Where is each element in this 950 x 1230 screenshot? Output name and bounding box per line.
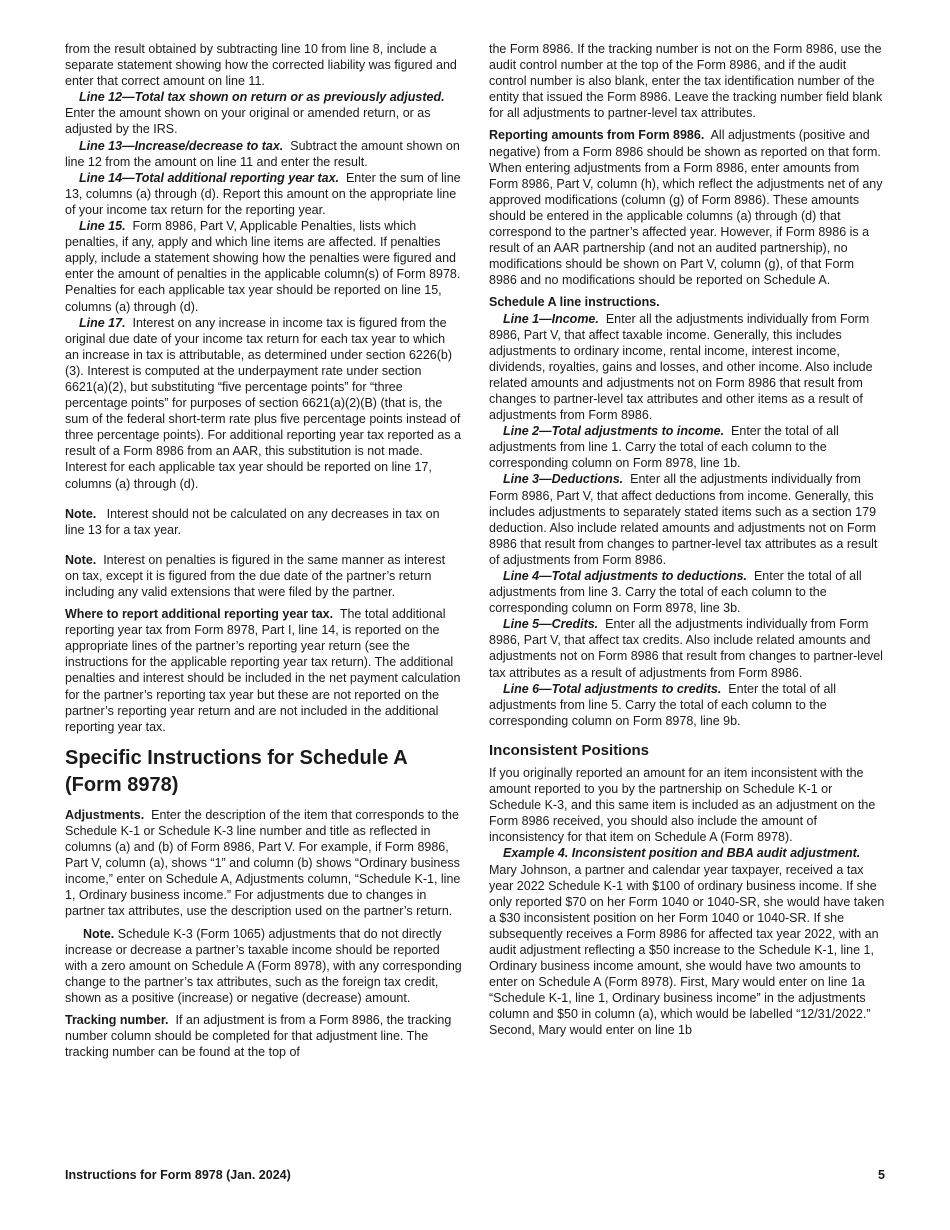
schedule-a-line-1 (489, 311, 885, 424)
line-1-text: Enter all the adjustments individually from Form 8986, Part V, that affect taxable income. Generally, this includes adjustments to ordinary income, rental income, interest income, dividends, royalties, gains and losses, and other income. Also include related amounts and adjustments not on Form 8986 that result from changes to partner-level tax attributes and other items as a result of adjustments from Form 8986. (489, 311, 873, 423)
schedule-a-line-instructions-heading: Schedule A line instructions. (489, 295, 660, 310)
example-4-paragraph (489, 845, 885, 1038)
line-17-instruction (65, 315, 462, 492)
inconsistent-positions-heading: Inconsistent Positions (489, 741, 650, 759)
note-label: Note. (83, 926, 115, 941)
paragraph-continued: the Form 8986. If the tracking number is not on the Form 8986, use the audit control number at the top of the Form 8986, and if the audit control number is also blank, enter the tax identification number of the entity that issued the Form 8986. Leave the tracking number field blank for all adjustments to partner-level tax attributes. (489, 42, 883, 121)
line-15-instruction (65, 218, 462, 315)
line-15-text: Form 8986, Part V, Applicable Penalties, lists which penalties, if any, apply and which line items are affected. If penalties apply, include a statement showing how the penalties were figured and enter the amount of penalties in the applicable column(s) of Form 8978. Penalties for each applicable tax year should be reported on line 15, columns (a) through (d). (65, 219, 461, 314)
left-column (65, 41, 462, 1060)
tracking-number-paragraph (65, 1012, 462, 1060)
schedule-a-line-2 (489, 423, 885, 471)
line-13-text: Subtract the amount shown on line 12 from the amount on line 11 and enter the result. (65, 138, 460, 169)
line-12-instruction (65, 89, 462, 137)
note-label: Note. (65, 552, 97, 567)
note-text: Schedule K-3 (Form 1065) adjustments that do not directly increase or decrease a partner’s taxable income should be reported with a zero amount on Schedule A (Form 8978), with any corresponding change to the partner’s tax attributes, such as the foreign tax credit, shown as a positive (increase) or negative (decrease) amount. (65, 926, 462, 1005)
line-14-heading: Line 14—Total additional reporting year tax. (79, 170, 340, 185)
line-4-heading: Line 4—Total adjustments to deductions. (503, 569, 748, 583)
line-14-text: Enter the sum of line 13, columns (a) through (d). Report this amount on the appropriate line of your income tax return for the reporting year. (65, 170, 461, 217)
reporting-amounts-heading: Reporting amounts from Form 8986. (489, 128, 705, 143)
line-5-heading: Line 5—Credits. (503, 617, 599, 632)
where-to-report-text: The total additional reporting year tax from Form 8978, Part I, line 14, is reported on the appropriate lines of the partner’s reporting year return (see the instructions for the applicable reporting year tax return). The additional penalties and interest should be included in the net payment calculation for the partner’s reporting tax year but these are not reported on the partner’s reporting year return and are not included in the additional reporting year tax. (65, 607, 461, 734)
example-4-text: Mary Johnson, a partner and calendar year taxpayer, received a tax year 2022 Schedule K-1 with $100 of ordinary business income. If she only reported $70 on her Form 1040 or 1040-SR, she would have taken a $30 inconsistent position on her Form 1040 or 1040-SR. If she subsequently receives a Form 8986 for affected tax year 2022, with an audit adjustment reflecting a $50 increase to the Schedule K-1, line 1, Ordinary business income amount, she would have two amounts to enter on Schedule A (Form 8978). First, Mary would enter on line 1a “Schedule K-1, line 1, Ordinary business income” in the adjustments column and $50 in column (a), which would be labelled “12/31/2022.” Second, Mary would enter on line 1b (489, 862, 885, 1038)
adjustments-paragraph (65, 807, 462, 920)
note-label: Note. (65, 506, 97, 521)
line-6-text: Enter the total of all adjustments from line 5. Carry the total of each column to the corresponding column on Form 8978, line 9b. (489, 681, 836, 728)
line-17-heading: Line 17. (79, 315, 126, 330)
tracking-number-text: If an adjustment is from a Form 8986, the tracking number column should be completed for that adjustment line. The tracking number can be found at the top of (65, 1012, 452, 1060)
reporting-amounts-paragraph (489, 127, 885, 288)
schedule-a-line-5 (489, 616, 885, 680)
footer-title: Instructions for Form 8978 (Jan. 2024) (65, 1168, 291, 1182)
note-interest-penalties (65, 552, 462, 600)
inconsistent-positions-text: If you originally reported an amount for an item inconsistent with the amount reported to you by the partnership on Schedule K-1 or Schedule K-3, and this same item is included as an adjustment on the Form 8986 received, you should also include the amount of inconsistency for that item on Schedule A (Form 8978). (489, 765, 876, 845)
line-14-instruction (65, 170, 462, 218)
line-2-heading: Line 2—Total adjustments to income. (503, 424, 725, 439)
line-12-heading: Line 12—Total tax shown on return or as previously adjusted. (79, 90, 445, 105)
note-text: Interest on penalties is figured in the same manner as interest on tax, except it is figured from the due date of the partner’s return including any valid extensions that were filed by the partner. (65, 552, 446, 599)
line-12-text: Enter the amount shown on your original or amended return, or as adjusted by the IRS. (65, 106, 431, 137)
adjustments-heading: Adjustments. (65, 807, 145, 822)
line-15-heading: Line 15. (79, 219, 126, 234)
page-number: 5 (878, 1168, 885, 1182)
note-interest-decreases (65, 506, 462, 538)
line-6-heading: Line 6—Total adjustments to credits. (503, 681, 722, 696)
tracking-number-heading: Tracking number. (65, 1012, 169, 1027)
line-3-text: Enter all the adjustments individually from Form 8986, Part V, that affect deductions from income. Generally, this includes adjustments to separately stated items such as a section 179 deduction. Also include related amounts and adjustments not on Form 8986 that result from changes to partner-level tax attributes as a result of adjustments from Form 8986. (489, 472, 878, 567)
line-2-text: Enter the total of all adjustments from line 1. Carry the total of each column to the corresponding column on Form 8978, line 1b. (489, 424, 839, 471)
example-4-heading: Example 4. Inconsistent position and BBA audit adjustment. (503, 846, 861, 861)
right-column (489, 41, 885, 1039)
page-footer (65, 1168, 885, 1182)
line-5-text: Enter all the adjustments individually from Form 8986, Part V, that affect tax credits. Also include related amounts and adjustments not on Form 8986 that result from changes to partner-level tax attributes as a result of adjustments from Form 8986. (489, 617, 883, 680)
note-text: Interest should not be calculated on any decreases in tax on line 13 for a tax year. (65, 506, 440, 537)
schedule-a-line-3 (489, 471, 885, 568)
schedule-a-line-6 (489, 681, 885, 729)
reporting-amounts-text: All adjustments (positive and negative) from a Form 8986 should be shown as reported on that form. When entering adjustments from a Form 8986, enter amounts from Form 8986, Part V, column (h), which reflect the adjustments net of any approved modifications (column (g) of Form 8986). These amounts should be entered in the applicable columns (a) through (d) that correspond to the partner’s affected year. However, if Form 8986 is a result of an AAR partnership (and not an audited partnership), no modifications should be shown on Part V, column (g), of that Form 8986 and no modifications should be reported on Schedule A. (489, 128, 883, 288)
line-4-text: Enter the total of all adjustments from line 3. Carry the total of each column to the corresponding column on Form 8978, line 3b. (489, 569, 862, 616)
section-title: Specific Instructions for Schedule A (Form 8978) (65, 746, 407, 796)
line-13-heading: Line 13—Increase/decrease to tax. (79, 138, 284, 153)
paragraph-continued: from the result obtained by subtracting line 10 from line 8, include a separate statement showing how the corrected liability was figured and enter that correct amount on line 11. (65, 42, 457, 89)
line-13-instruction (65, 138, 462, 170)
note-schedule-k3 (65, 926, 462, 1006)
where-to-report-heading: Where to report additional reporting year tax. (65, 607, 334, 622)
line-1-heading: Line 1—Income. (503, 311, 599, 326)
where-to-report-paragraph (65, 606, 462, 735)
line-3-heading: Line 3—Deductions. (503, 472, 624, 487)
schedule-a-line-4 (489, 568, 885, 616)
line-17-text: Interest on any increase in income tax is figured from the original due date of your income tax return for each tax year to which an increase in tax is attributable, as determined under section 6226(b)(3). Interest is computed at the underpayment rate under section 6621(a)(2), but substituting “five percentage points” for “three percentage points” for purposes of section 6621(a)(2)(B) (that is, the sum of the federal short-term rate plus five percentage points instead of three percentage points). For additional reporting year tax reported as a result of a Form 8986 from an AAR, this substitution is not made. Interest for each applicable tax year should be reported on line 17, columns (a) through (d). (65, 315, 462, 491)
adjustments-text: Enter the description of the item that corresponds to the Schedule K-1 or Schedule K-3 line number and title as reflected in columns (a) and (b) of Form 8986, Part V. For example, if Form 8986, Part V, column (a), shows “1” and column (b) shows “Ordinary business income,” enter on Schedule A, Adjustments column, “Schedule K-1, line 1, Ordinary business income.” For adjustments due to changes in partner tax attributes, use the description used on the partner’s return. (65, 807, 461, 919)
